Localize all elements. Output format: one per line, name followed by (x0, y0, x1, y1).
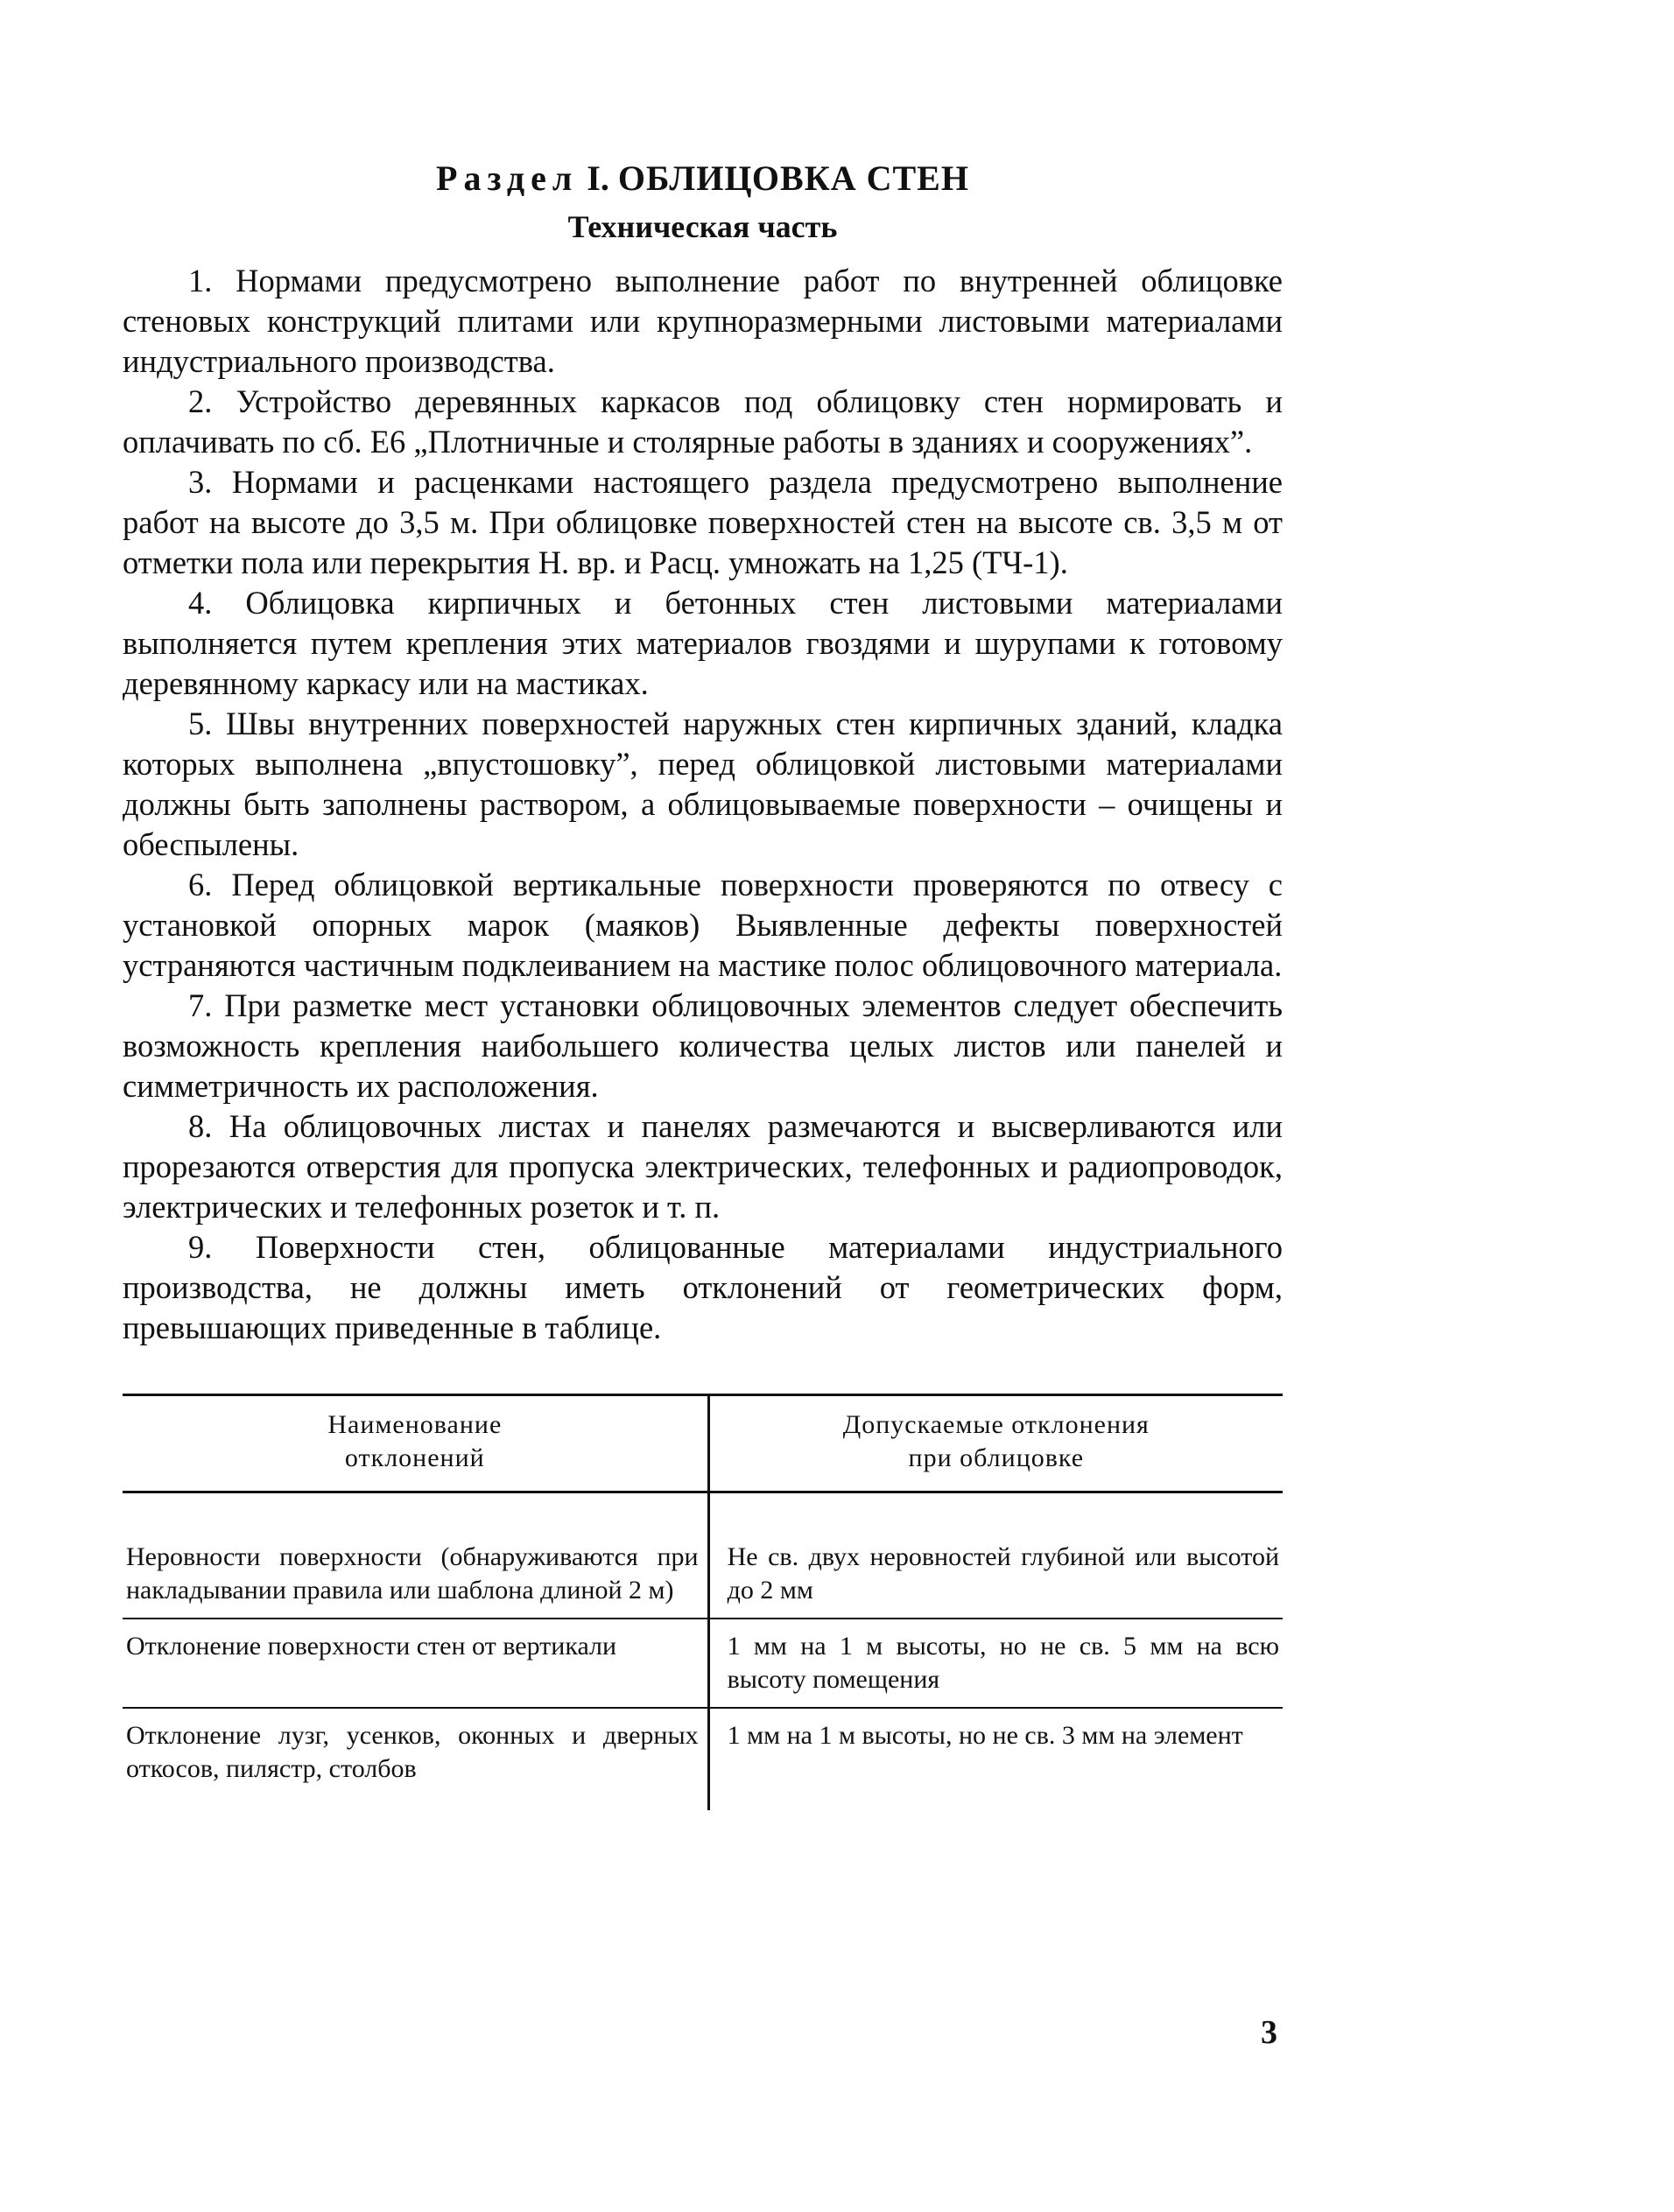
section-word: Раздел (436, 158, 579, 198)
paragraph-5: 5. Швы внутренних поверхностей наружных стен кирпичных зданий, кладка которых выполнена „впустошовку”, перед облицовкой листовыми материалами должны быть заполнены раствором, а облицовываемые поверхности – очищены и обеспылены. (123, 706, 1283, 862)
paragraph-4: 4. Облицовка кирпичных и бетонных стен листовыми материалами выполняется путем крепления этих материалов гвоздями и шурупами к готовому деревянному каркасу или на мастиках. (123, 585, 1283, 701)
table-header-row (123, 1395, 1283, 1492)
section-name: ОБЛИЦОВКА СТЕН (617, 158, 969, 198)
paragraph-9: 9. Поверхности стен, облицованные материалами индустриального производства, не должны иметь отклонений от геометрических форм, превышающих приведенные в таблице. (123, 1229, 1283, 1345)
section-number: I. (587, 158, 609, 198)
header-allowed-deviation: Допускаемые отклонения при облицовке (708, 1395, 1283, 1492)
header-deviation-name: Наименование отклонений (123, 1395, 708, 1492)
paragraph-1: 1. Нормами предусмотрено выполнение работ по внутренней облицовке стеновых конструкций плитами или крупноразмерными листовыми материалами индустриального производства. (123, 263, 1283, 379)
paragraph-6: 6. Перед облицовкой вертикальные поверхности проверяются по отвесу с установкой опорных марок (маяков) Выявленные дефекты поверхностей устраняются частичным подклеиванием на мастике полос облицовочного материала. (123, 867, 1283, 983)
table-row (123, 1619, 1283, 1708)
allowed-deviation-cell: 1 мм на 1 м высоты, но не св. 3 мм на элемент (727, 1721, 1243, 1750)
paragraph-2: 2. Устройство деревянных каркасов под облицовку стен нормировать и оплачивать по сб. Е6 „Плотничные и столярные работы в зданиях и сооружениях”. (123, 383, 1283, 460)
allowed-deviation-cell: 1 мм на 1 м высоты, но не св. 5 мм на всю высоту помещения (708, 1619, 1283, 1708)
allowed-deviation-cell: Не св. двух неровностей глубиной или высотой до 2 мм (708, 1492, 1283, 1619)
deviations-table (123, 1394, 1283, 1810)
deviation-name-cell: Отклонение лузг, усенков, оконных и дверных откосов, пилястр, столбов (123, 1708, 708, 1810)
deviation-name-cell: Неровности поверхности (обнаруживаются при накладывании правила или шаблона длиной 2 м) (123, 1492, 708, 1619)
deviation-name-cell: Отклонение поверхности стен от вертикали (123, 1619, 708, 1708)
technical-part-body (123, 261, 1283, 1348)
table-row (123, 1492, 1283, 1619)
table-row (123, 1708, 1283, 1810)
paragraph-8: 8. На облицовочных листах и панелях размечаются и высверливаются или прорезаются отверстия для пропуска электрических, телефонных и радиопроводок, электрических и телефонных розеток и т. п. (123, 1108, 1283, 1225)
paragraph-3: 3. Нормами и расценками настоящего раздела предусмотрено выполнение работ на высоте до 3,5 м. При облицовке поверхностей стен на высоте св. 3,5 м от отметки пола или перекрытия Н. вр. и Расц. умножать на 1,25 (ТЧ-1). (123, 464, 1283, 580)
document-page (123, 158, 1283, 1810)
page-number: 3 (1261, 2014, 1277, 2051)
paragraph-7: 7. При разметке мест установки облицовочных элементов следует обеспечить возможность крепления наибольшего количества целых листов или панелей и симметричность их расположения. (123, 987, 1283, 1104)
section-subtitle: Техническая часть (567, 209, 838, 244)
section-title (123, 158, 1283, 200)
